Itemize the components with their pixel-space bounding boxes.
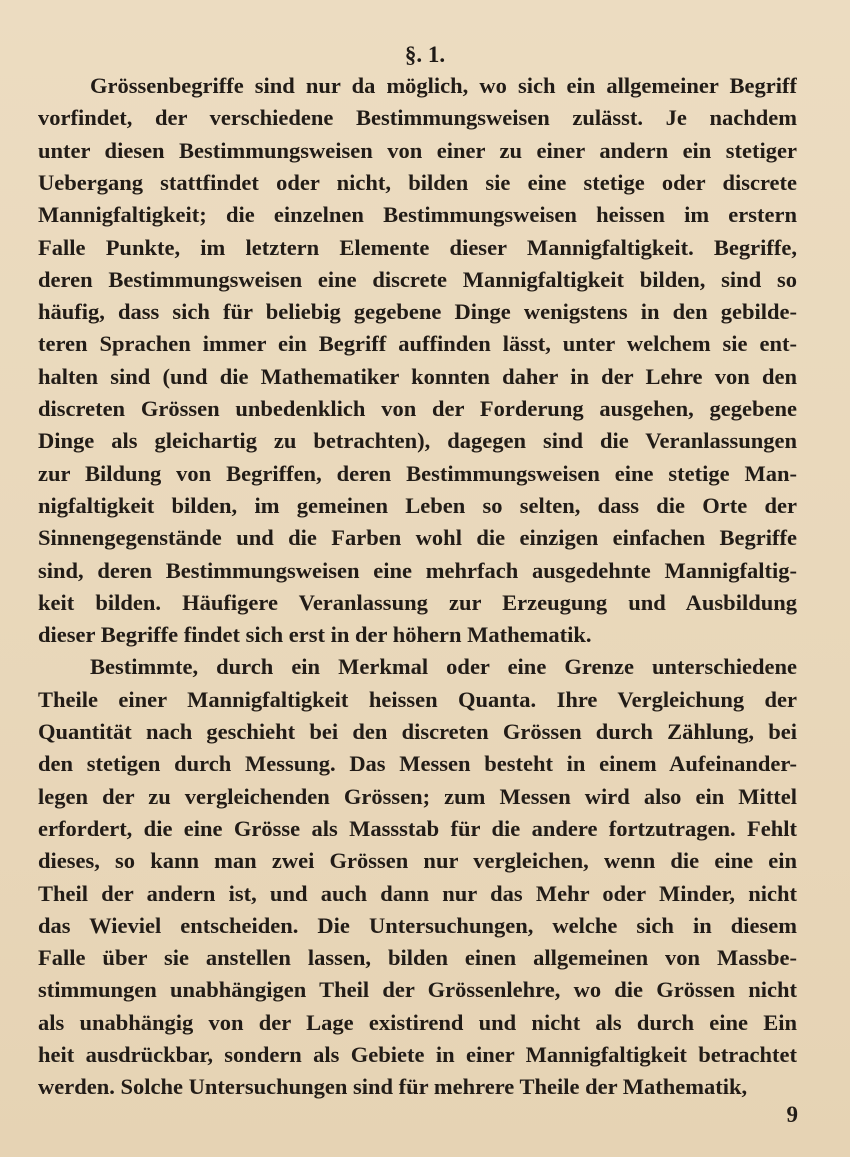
- text-line: dieses, so kann man zwei Grössen nur vergleichen, wenn die eine ein: [38, 848, 797, 874]
- text-line: zur Bildung von Begriffen, deren Bestimmungsweisen eine stetige Man-: [38, 460, 797, 486]
- text-line: sind, deren Bestimmungsweisen eine mehrfach ausgedehnte Mannigfaltig-: [38, 557, 797, 583]
- text-line: halten sind (und die Mathematiker konnten daher in der Lehre von den: [38, 363, 797, 389]
- text-line: Grössenbegriffe sind nur da möglich, wo sich ein allgemeiner Begriff: [90, 73, 797, 98]
- text-line: Dinge als gleichartig zu betrachten), dagegen sind die Veranlassungen: [38, 428, 797, 454]
- text-line: Quantität nach geschieht bei den discreten Grössen durch Zählung, bei: [38, 719, 797, 744]
- section-heading: §. 1.: [404, 42, 446, 67]
- text-line: vorfindet, der verschiedene Bestimmungsweisen zulässt. Je nachdem: [38, 105, 797, 131]
- text-line: den stetigen durch Messung. Das Messen besteht in einem Aufeinander-: [38, 751, 797, 777]
- text-line: keit bilden. Häufigere Veranlassung zur Erzeugung und Ausbildung: [38, 589, 797, 615]
- text-line: Uebergang stattfindet oder nicht, bilden sie eine stetige oder discrete: [38, 169, 797, 195]
- text-line: Theil der andern ist, und auch dann nur das Mehr oder Minder, nicht: [38, 880, 797, 906]
- text-line: nigfaltigkeit bilden, im gemeinen Leben so selten, dass die Orte der: [38, 492, 797, 518]
- text-line: erfordert, die eine Grösse als Massstab für die andere fortzutragen. Fehlt: [38, 815, 797, 841]
- page-number: 9: [786, 1102, 798, 1127]
- text-line: das Wieviel entscheiden. Die Untersuchungen, welche sich in diesem: [38, 912, 797, 938]
- text-line: legen der zu vergleichenden Grössen; zum Messen wird also ein Mittel: [38, 783, 797, 809]
- text-line: Falle Punkte, im letztern Elemente dieser Mannigfaltigkeit. Begriffe,: [38, 234, 797, 260]
- text-line: Bestimmte, durch ein Merkmal oder eine Grenze unterschiedene: [90, 654, 797, 680]
- text-line: heit ausdrückbar, sondern als Gebiete in einer Mannigfaltigkeit betrachtet: [38, 1042, 797, 1067]
- text-line: als unabhängig von der Lage existirend und nicht als durch eine Ein: [38, 1009, 797, 1035]
- text-line: Theile einer Mannigfaltigkeit heissen Quanta. Ihre Vergleichung der: [38, 686, 797, 712]
- text-line: werden. Solche Untersuchungen sind für mehrere Theile der Mathematik,: [38, 1074, 748, 1100]
- text-line: Falle über sie anstellen lassen, bilden einen allgemeinen von Massbe-: [38, 945, 797, 971]
- text-line: Mannigfaltigkeit; die einzelnen Bestimmungsweisen heissen im erstern: [38, 202, 797, 228]
- text-line: häufig, dass sich für beliebig gegebene Dinge wenigstens in den gebilde-: [38, 299, 797, 325]
- text-line: discreten Grössen unbedenklich von der Forderung ausgehen, gegebene: [38, 396, 797, 421]
- text-line: deren Bestimmungsweisen eine discrete Mannigfaltigkeit bilden, sind so: [38, 266, 797, 292]
- text-line: unter diesen Bestimmungsweisen von einer zu einer andern ein stetiger: [38, 137, 797, 163]
- text-line: Sinnengegenstände und die Farben wohl die einzigen einfachen Begriffe: [38, 525, 797, 551]
- text-line: teren Sprachen immer ein Begriff auffinden lässt, unter welchem sie ent-: [38, 331, 797, 357]
- text-line: stimmungen unabhängigen Theil der Grössenlehre, wo die Grössen nicht: [38, 977, 797, 1003]
- text-line: dieser Begriffe findet sich erst in der höhern Mathematik.: [38, 622, 592, 648]
